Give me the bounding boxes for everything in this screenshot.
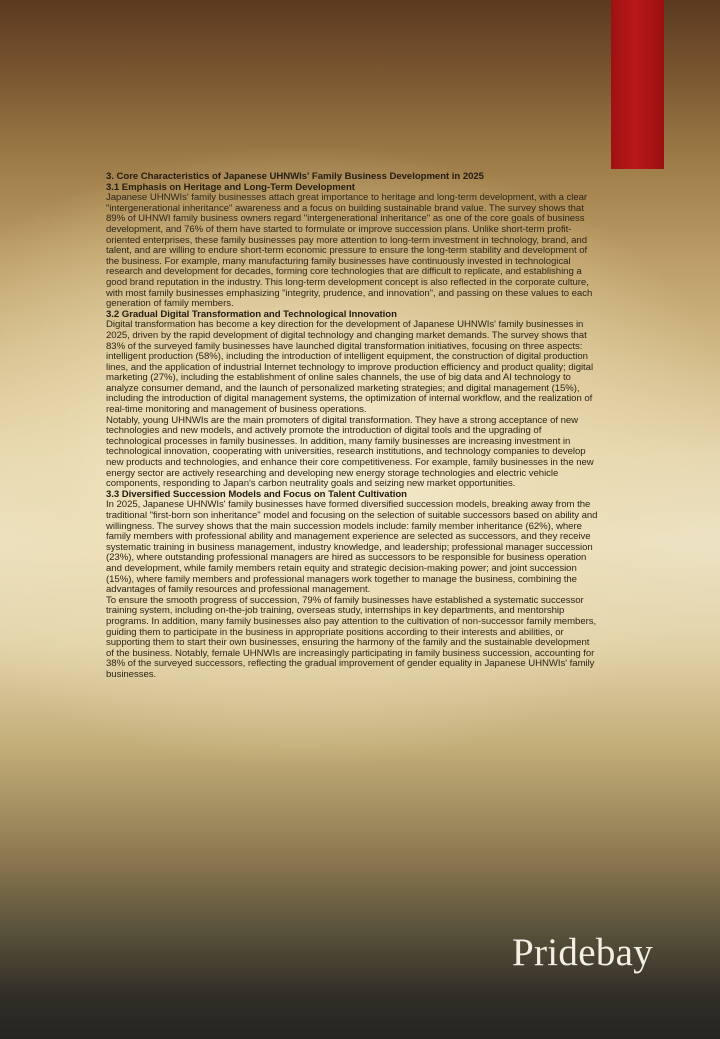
paragraph-digital-transformation: Digital transformation has become a key direction for the development of Japanese UHNWIs' family businesses in 2025, driven by the rapid development of digital technology and changing market demands. The survey shows that 83% of the surveyed family businesses have launched digital transformation initiatives, focusing on three aspects: intelligent production (58%), including the introduction of intelligent equipment, the construction of digital production lines, and the application of industrial Internet technology to improve production efficiency and product quality; digital marketing (27%), including the establishment of online sales channels, the use of big data and AI technology to analyze consumer demand, and the launch of personalized marketing strategies; and digital management (15%), including the introduction of digital management systems, the optimization of internal workflow, and the realization of real-time monitoring and management of business operations.: [106, 319, 594, 416]
article-body: [106, 172, 598, 681]
red-bookmark-ribbon: [611, 0, 664, 169]
brand-logo: Pridebay: [512, 931, 654, 974]
subsection-heading-succession: 3.3 Diversified Succession Models and Focus on Talent Cultivation: [106, 488, 407, 500]
subsection-heading-digital: 3.2 Gradual Digital Transformation and Technological Innovation: [106, 308, 397, 320]
paragraph-heritage: Japanese UHNWIs' family businesses attach great importance to heritage and long-term development, with a clear "intergenerational inheritance" awareness and a focus on building sustainable brand value. The survey shows that 89% of UHNWI family business owners regard "intergenerational inheritance" as one of the core goals of business development, and 76% of them have started to formulate or improve succession plans. Unlike short-term profit-oriented enterprises, these family businesses pay more attention to long-term investment in technology, brand, and talent, and are willing to endure short-term economic pressure to ensure the long-term stability and development of the business. For example, many manufacturing family businesses have continuously invested in technological research and development for decades, forming core technologies that are difficult to replicate, and establishing a good brand reputation in the industry. This long-term development concept is also reflected in the corporate culture, with most family businesses emphasizing "integrity, prudence, and innovation", and passing on these values to each generation of family members.: [106, 192, 593, 310]
section-title: 3. Core Characteristics of Japanese UHNWIs' Family Business Development in 2025: [106, 171, 484, 182]
paragraph-succession-models: In 2025, Japanese UHNWIs' family businesses have formed diversified succession models, breaking away from the traditional "first-born son inheritance" model and focusing on the selection of suitable successors based on ability and willingness. The survey shows that the main succession models include: family member inheritance (62%), where family members with professional ability and management experience are selected as successors, and they receive systematic training in business management, industry knowledge, and leadership; professional manager succession (23%), where outstanding professional managers are hired as successors to be responsible for business operation and development, while family members retain equity and strategic decision-making power; and joint succession (15%), where family members and professional managers work together to manage the business, combining the advantages of family resources and professional management.: [106, 499, 598, 596]
paragraph-young-uhnwis: Notably, young UHNWIs are the main promoters of digital transformation. They have a strong acceptance of new technologies and new models, and actively promote the introduction of digital tools and the upgrading of technological processes in family businesses. In addition, many family businesses are increasing investment in technological innovation, cooperating with universities, research institutions, and technology companies to develop new products and technologies, and enhance their core competitiveness. For example, family businesses in the new energy sector are actively researching and developing new energy storage technologies and electric vehicle components, responding to Japan's carbon neutrality goals and seizing new market opportunities.: [106, 414, 594, 490]
subsection-heading-heritage: 3.1 Emphasis on Heritage and Long-Term Development: [106, 181, 355, 193]
paragraph-successor-training: To ensure the smooth progress of succession, 79% of family businesses have established a systematic successor training system, including on-the-job training, overseas study, internships in key departments, and mentorship programs. In addition, many family businesses also pay attention to the cultivation of non-successor family members, guiding them to participate in the business in appropriate positions according to their interests and abilities, or supporting them to start their own businesses, ensuring the harmony of the family and the sustainable development of the business. Notably, female UHNWIs are increasingly participating in family business succession, accounting for 38% of the surveyed successors, reflecting the gradual improvement of gender equality in Japanese UHNWIs' family businesses.: [106, 594, 597, 680]
